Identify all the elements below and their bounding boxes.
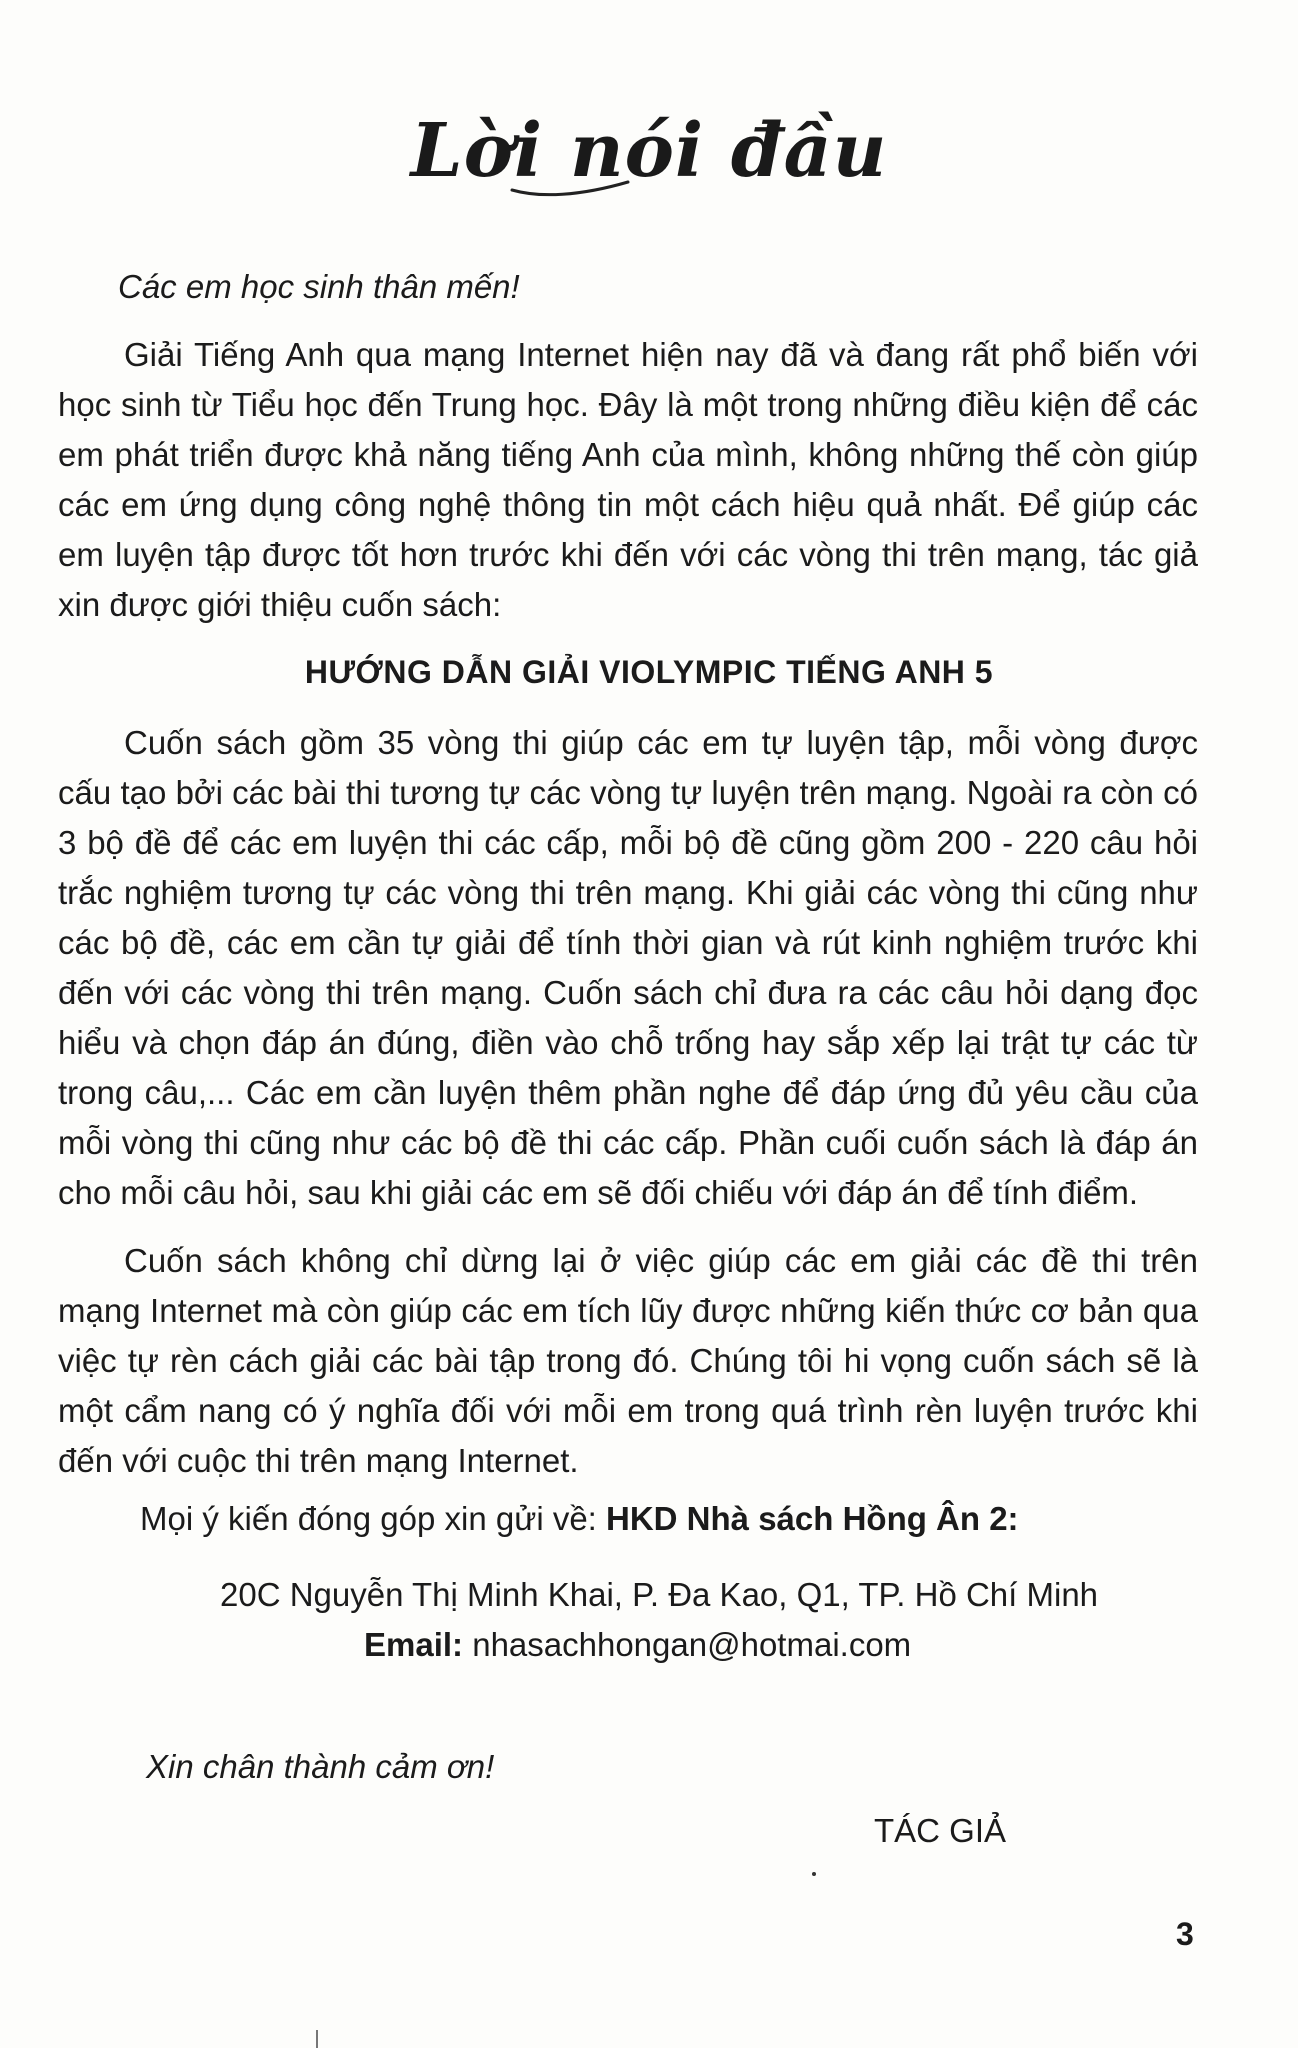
- title-swash-ornament: [510, 160, 630, 200]
- email-address: nhasachhongan@hotmai.com: [463, 1626, 912, 1663]
- paragraph-intro: Giải Tiếng Anh qua mạng Internet hiện nay đã và đang rất phổ biến với học sinh từ Tiểu học đến Trung học. Đây là một trong những điều kiện để các em phát triển được khả năng tiếng Anh của mình, không những thế còn giúp các em ứng dụng công nghệ thông tin một cách hiệu quả nhất. Để giúp các em luyện tập được tốt hơn trước khi đến với các vòng thi trên mạng, tác giả xin được giới thiệu cuốn sách:: [58, 336, 1198, 623]
- email-line: [364, 1620, 911, 1670]
- page-title: Lời nói đầu: [410, 108, 888, 194]
- contact-line: [140, 1494, 1019, 1544]
- crop-mark: [316, 2030, 318, 2048]
- print-speck: [812, 1872, 816, 1876]
- paragraph-purpose: Cuốn sách không chỉ dừng lại ở việc giúp các em giải các đề thi trên mạng Internet mà còn giúp các em tích lũy được những kiến thức cơ bản qua việc tự rèn cách giải các bài tập trong đó. Chúng tôi hi vọng cuốn sách sẽ là một cẩm nang có ý nghĩa đối với mỗi em trong quá trình rèn luyện trước khi đến với cuộc thi trên mạng Internet.: [58, 1242, 1198, 1479]
- closing-thanks: Xin chân thành cảm ơn!: [146, 1748, 495, 1785]
- greeting: Các em học sinh thân mến!: [118, 268, 520, 305]
- author-signature: TÁC GIẢ: [874, 1812, 1007, 1849]
- publisher-address: 20C Nguyễn Thị Minh Khai, P. Đa Kao, Q1, TP. Hồ Chí Minh: [220, 1576, 1099, 1613]
- page-number: 3: [1176, 1916, 1194, 1952]
- contact-lead: Mọi ý kiến đóng góp xin gửi về:: [140, 1500, 607, 1537]
- paragraph-contents: Cuốn sách gồm 35 vòng thi giúp các em tự luyện tập, mỗi vòng được cấu tạo bởi các bài thi tương tự các vòng tự luyện trên mạng. Ngoài ra còn có 3 bộ đề để các em luyện thi các cấp, mỗi bộ đề cũng gồm 200 - 220 câu hỏi trắc nghiệm tương tự các vòng thi trên mạng. Khi giải các vòng thi cũng như các bộ đề, các em cần tự giải để tính thời gian và rút kinh nghiệm trước khi đến với các vòng thi trên mạng. Cuốn sách chỉ đưa ra các câu hỏi dạng đọc hiểu và chọn đáp án đúng, điền vào chỗ trống hay sắp xếp lại trật tự các từ trong câu,... Các em cần luyện thêm phần nghe để đáp ứng đủ yêu cầu của mỗi vòng thi cũng như các bộ đề thi các cấp. Phần cuối cuốn sách là đáp án cho mỗi câu hỏi, sau khi giải các em sẽ đối chiếu với đáp án để tính điểm.: [58, 724, 1198, 1211]
- email-label: Email:: [364, 1626, 464, 1663]
- book-title: HƯỚNG DẪN GIẢI VIOLYMPIC TIẾNG ANH 5: [304, 654, 994, 690]
- publisher-name: HKD Nhà sách Hồng Ân 2:: [606, 1500, 1019, 1537]
